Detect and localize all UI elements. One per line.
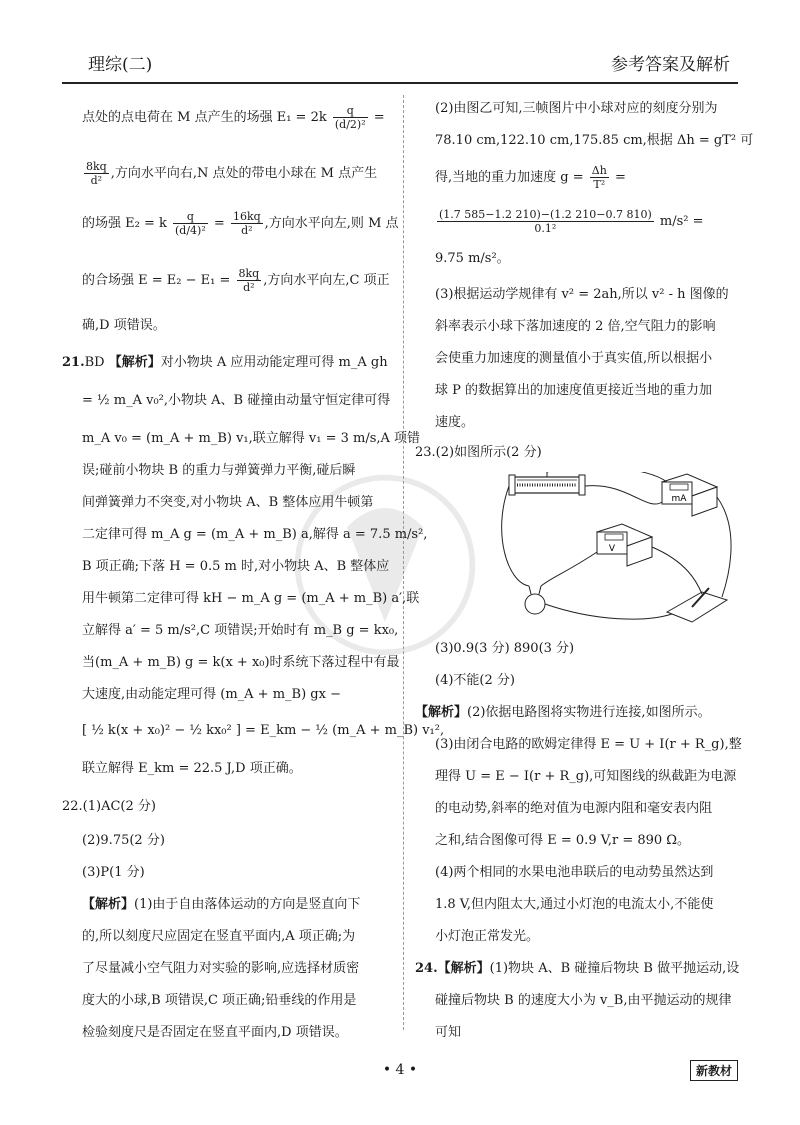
text-line: 1.8 V,但内阻太大,通过小灯泡的电流太小,不能使 bbox=[435, 897, 714, 912]
fraction: $\frac{q}{\text{(d/4)²}}$ bbox=[175, 210, 206, 237]
text-line: 的合场强 E = E₂ − E₁ = $\frac{8kq}{\text{d²}}$ ,方向水平向左,C 项正 bbox=[82, 267, 390, 294]
text-line: 的电动势,斜率的绝对值为电源内阻和毫安表内阻 bbox=[435, 801, 713, 816]
fraction: $\frac{8kq}{\text{d²}}$ bbox=[238, 267, 260, 294]
text-line: 当(m_A + m_B) g = k(x + x₀)时系统下落过程中有最 bbox=[82, 655, 400, 670]
milliammeter-label: mA bbox=[671, 494, 687, 504]
text-line: $\frac{8kq}{\text{d²}}$ ,方向水平向右,N 点处的带电小球在 M 点产生 bbox=[86, 160, 378, 187]
text-line: (3)0.9(3 分) 890(3 分) bbox=[435, 641, 575, 656]
text-line: 9.75 m/s²。 bbox=[435, 251, 510, 266]
text-line: 【解析】(2)依据电路图将实物进行连接,如图所示。 bbox=[415, 705, 711, 720]
text-line: 球 P 的数据算出的加速度值更接近当地的重力加 bbox=[435, 383, 713, 398]
text-line: 点处的点电荷在 M 点产生的场强 E₁ = 2k $\frac{q}{\text{(d/2)²}}$ = bbox=[82, 104, 385, 131]
text-line: 会使重力加速度的测量值小于真实值,所以根据小 bbox=[435, 351, 713, 366]
text-line: 得,当地的重力加速度 g = $\frac{\Delta h}{\text{T²}}$ = bbox=[435, 164, 626, 191]
page-number: • 4 • bbox=[382, 1062, 418, 1078]
question-23-answer: 23.(2)如图所示(2 分) bbox=[415, 445, 542, 460]
fraction: $\frac{8kq}{\text{d²}}$ bbox=[86, 160, 107, 187]
text-line: [ ½ k(x + x₀)² − ½ kx₀² ] = E_km − ½ (m_A + m_B) v₁², bbox=[82, 723, 445, 738]
text-line: 了尽量减小空气阻力对实验的影响,应选择材质密 bbox=[82, 961, 360, 976]
fraction: $\frac{q}{\text{(d/2)²}}$ bbox=[334, 104, 366, 131]
text-line: 的场强 E₂ = k $\frac{q}{\text{(d/4)²}}$ = $\frac{16kq}{\text{d²}}$ ,方向水平向左,则 M 点 bbox=[82, 210, 399, 237]
text-line: (3)由闭合电路的欧姆定律得 E = U + I(r + R_g),整 bbox=[435, 737, 742, 752]
text-line: m_A v₀ = (m_A + m_B) v₁,联立解得 v₁ = 3 m/s,A 项错 bbox=[82, 431, 421, 446]
text-line: 可知 bbox=[435, 1025, 462, 1040]
header-rule bbox=[62, 82, 738, 84]
fraction: $\frac{(1.7 585-1.2 210)-(1.2 210-0.7 810)}{\text{0.1²}}$ bbox=[439, 208, 652, 235]
text-line: (2)由图乙可知,三帧图片中小球对应的刻度分别为 bbox=[435, 101, 718, 116]
text-line: B 项正确;下落 H = 0.5 m 时,对小物块 A、B 整体应 bbox=[82, 559, 390, 574]
text-line: 78.10 cm,122.10 cm,175.85 cm,根据 Δh = gT² 可 bbox=[435, 133, 754, 148]
column-divider bbox=[403, 95, 404, 1030]
text-line: 度大的小球,B 项错误,C 项正确;铅垂线的作用是 bbox=[82, 993, 357, 1008]
page-header-right: 参考答案及解析 bbox=[611, 55, 730, 75]
text-line: 的,所以刻度尺应固定在竖直平面内,A 项正确;为 bbox=[82, 929, 356, 944]
text-line: 之和,结合图像可得 E = 0.9 V,r = 890 Ω。 bbox=[435, 833, 691, 848]
fraction: $\frac{16kq}{\text{d²}}$ bbox=[232, 210, 261, 237]
text-line: 检验刻度尺是否固定在竖直平面内,D 项错误。 bbox=[82, 1025, 348, 1040]
text-line: $\frac{(1.7 585-1.2 210)-(1.2 210-0.7 810)}{\text{0.1²}}$ m/s² = bbox=[439, 208, 704, 235]
edition-badge: 新教材 bbox=[690, 1060, 738, 1081]
page-header-left: 理综(二) bbox=[88, 55, 153, 75]
fraction: $\frac{\Delta h}{\text{T²}}$ bbox=[591, 164, 607, 191]
question-24-heading: 24.【解析】(1)物块 A、B 碰撞后物块 B 做平抛运动,设 bbox=[415, 961, 740, 976]
text-line: (3)根据运动学规律有 v² = 2ah,所以 v² - h 图像的 bbox=[435, 287, 729, 302]
text-line: 确,D 项错误。 bbox=[82, 318, 166, 333]
fruit-battery bbox=[525, 586, 545, 614]
text-line: 二定律可得 m_A g = (m_A + m_B) a,解得 a = 7.5 m/s², bbox=[82, 527, 428, 542]
text-line: 斜率表示小球下落加速度的 2 倍,空气阻力的影响 bbox=[435, 319, 716, 334]
voltmeter-label: V bbox=[608, 544, 616, 554]
text-line: 碰撞后物块 B 的速度大小为 v_B,由平抛运动的规律 bbox=[435, 993, 732, 1008]
text-line: (2)9.75(2 分) bbox=[82, 833, 165, 848]
question-21-heading: 21.BD 【解析】对小物块 A 应用动能定理可得 m_A gh bbox=[62, 355, 388, 370]
text-line: 【解析】(1)由于自由落体运动的方向是竖直向下 bbox=[82, 897, 361, 912]
text-line: 大速度,由动能定理可得 (m_A + m_B) gx − bbox=[82, 687, 341, 702]
text-line: 间弹簧弹力不突变,对小物块 A、B 整体应用牛顿第 bbox=[82, 495, 374, 510]
text-line: 立解得 a′ = 5 m/s²,C 项错误;开始时有 m_B g = kx₀, bbox=[82, 623, 399, 638]
question-22-answer: 22.(1)AC(2 分) bbox=[62, 799, 156, 814]
text-line: (4)两个相同的水果电池串联后的电动势虽然达到 bbox=[435, 865, 714, 880]
text-line: 小灯泡正常发光。 bbox=[435, 929, 540, 944]
switch bbox=[667, 588, 727, 622]
text-line: 理得 U = E − I(r + R_g),可知图线的纵截距为电源 bbox=[435, 769, 737, 784]
text-line: 用牛顿第二定律可得 kH − m_A g = (m_A + m_B) a′,联 bbox=[82, 591, 420, 606]
text-line: 误;碰前小物块 B 的重力与弹簧弹力平衡,碰后瞬 bbox=[82, 463, 356, 478]
circuit-diagram bbox=[497, 472, 747, 632]
text-line: = ½ m_A v₀²,小物块 A、B 碰撞由动量守恒定律可得 bbox=[82, 393, 391, 408]
voltmeter bbox=[597, 524, 652, 566]
text-line: (4)不能(2 分) bbox=[435, 673, 515, 688]
text-line: (3)P(1 分) bbox=[82, 865, 145, 880]
text-line: 联立解得 E_km = 22.5 J,D 项正确。 bbox=[82, 761, 302, 776]
milliammeter bbox=[662, 474, 717, 516]
text-line: 速度。 bbox=[435, 415, 475, 430]
